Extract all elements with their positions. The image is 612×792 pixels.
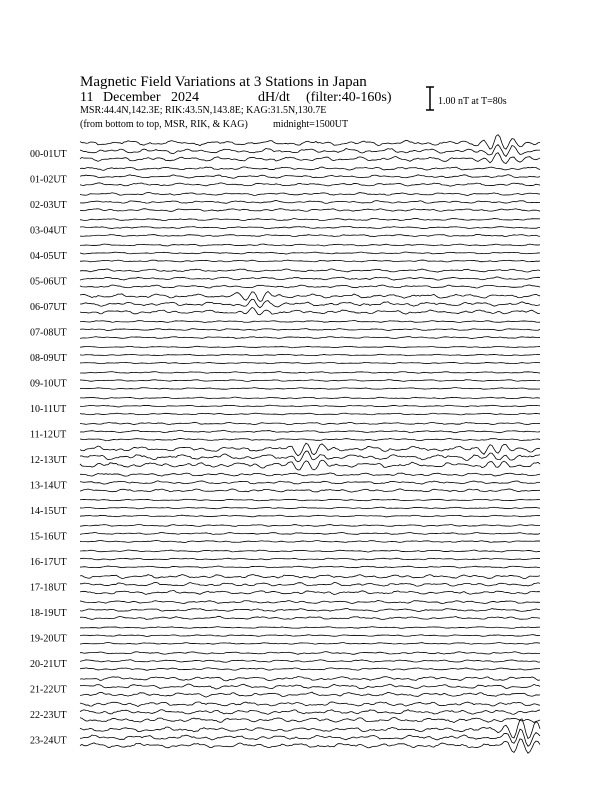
trace-kag-hour-7 [80, 320, 540, 322]
trace-rik-hour-14 [80, 507, 540, 509]
hour-label: 16-17UT [30, 557, 67, 568]
trace-msr-hour-21 [80, 692, 540, 697]
trace-msr-hour-20 [80, 668, 540, 671]
scale-bar [426, 87, 507, 110]
trace-msr-hour-13 [80, 489, 540, 492]
hour-label: 00-01UT [30, 149, 67, 160]
hour-label: 21-22UT [30, 684, 67, 696]
trace-rik-hour-12 [80, 451, 540, 462]
trace-kag-hour-6 [80, 291, 540, 301]
chart-header [80, 74, 392, 130]
trace-kag-hour-16 [80, 550, 540, 552]
trace-rik-hour-21 [80, 684, 540, 689]
trace-kag-hour-2 [80, 193, 540, 196]
trace-msr-hour-16 [80, 566, 540, 568]
trace-rik-hour-2 [80, 200, 540, 203]
trace-kag-hour-9 [80, 372, 540, 374]
station-coordinates: MSR:44.4N,142.3E; RIK:43.5N,143.8E; KAG:31.5N,130.7E [80, 105, 327, 116]
trace-kag-hour-5 [80, 269, 540, 272]
date-day: 11 [80, 90, 94, 105]
hour-label: 07-08UT [30, 327, 67, 339]
trace-rik-hour-23 [80, 729, 540, 746]
trace-kag-hour-12 [80, 443, 540, 456]
trace-msr-hour-17 [80, 590, 540, 594]
chart-title: Magnetic Field Variations at 3 Stations in Japan [80, 74, 367, 90]
hour-label: 14-15UT [30, 506, 67, 517]
trace-rik-hour-8 [80, 354, 540, 356]
trace-kag-hour-20 [80, 652, 540, 655]
trace-msr-hour-22 [80, 717, 540, 722]
trace-rik-hour-13 [80, 481, 540, 484]
hour-label: 04-05UT [30, 251, 67, 262]
trace-kag-hour-11 [80, 422, 540, 424]
hour-label: 03-04UT [30, 225, 67, 237]
hour-label: 22-23UT [30, 710, 67, 721]
scale-bar-label: 1.00 nT at T=80s [438, 96, 507, 107]
trace-rik-hour-0 [80, 145, 540, 157]
trace-kag-hour-10 [80, 397, 540, 399]
trace-msr-hour-8 [80, 362, 540, 363]
trace-msr-hour-7 [80, 337, 540, 339]
trace-msr-hour-9 [80, 388, 540, 390]
date-year: 2024 [171, 90, 199, 105]
trace-rik-hour-3 [80, 227, 540, 229]
hour-labels [30, 149, 67, 747]
trace-kag-hour-17 [80, 575, 540, 579]
trace-kag-hour-15 [80, 525, 540, 527]
trace-msr-hour-6 [80, 307, 540, 314]
hour-label: 13-14UT [30, 480, 67, 492]
trace-kag-hour-22 [80, 702, 540, 707]
trace-msr-hour-4 [80, 260, 540, 262]
date-month: December [103, 90, 161, 105]
trace-msr-hour-10 [80, 413, 540, 415]
trace-msr-hour-19 [80, 643, 540, 645]
midnight-note: midnight=1500UT [273, 119, 349, 130]
trace-kag-hour-13 [80, 473, 540, 476]
trace-kag-hour-4 [80, 244, 540, 246]
trace-msr-hour-18 [80, 616, 540, 619]
hour-label: 09-10UT [30, 378, 67, 390]
trace-rik-hour-19 [80, 635, 540, 637]
trace-rik-hour-6 [80, 299, 540, 308]
hour-label: 05-06UT [30, 276, 67, 288]
traces [80, 135, 540, 754]
hour-label: 06-07UT [30, 302, 67, 313]
filter-label: (filter:40-160s) [306, 90, 392, 105]
hour-label: 20-21UT [30, 659, 67, 670]
trace-kag-hour-1 [80, 167, 540, 170]
hour-label: 18-19UT [30, 608, 67, 619]
hour-label: 23-24UT [30, 735, 67, 747]
trace-msr-hour-2 [80, 209, 540, 212]
trace-msr-hour-12 [80, 460, 540, 470]
hour-label: 02-03UT [30, 200, 67, 211]
hour-label: 12-13UT [30, 455, 67, 466]
hour-label: 10-11UT [30, 404, 67, 415]
trace-rik-hour-1 [80, 175, 540, 179]
hour-label: 19-20UT [30, 633, 67, 645]
trace-msr-hour-15 [80, 540, 540, 542]
trace-msr-hour-0 [80, 153, 540, 164]
station-order-note: (from bottom to top, MSR, RIK, & KAG) [80, 119, 248, 130]
trace-msr-hour-5 [80, 285, 540, 288]
trace-kag-hour-3 [80, 218, 540, 220]
trace-kag-hour-8 [80, 346, 540, 347]
trace-rik-hour-11 [80, 430, 540, 432]
trace-rik-hour-16 [80, 558, 540, 560]
trace-kag-hour-21 [80, 677, 540, 681]
trace-kag-hour-18 [80, 600, 540, 603]
hour-label: 08-09UT [30, 353, 67, 364]
trace-rik-hour-5 [80, 277, 540, 280]
trace-msr-hour-14 [80, 515, 540, 517]
trace-rik-hour-4 [80, 252, 540, 254]
trace-kag-hour-19 [80, 627, 540, 629]
trace-kag-hour-0 [80, 135, 540, 150]
hour-label: 11-12UT [30, 429, 67, 441]
trace-rik-hour-7 [80, 329, 540, 331]
trace-rik-hour-10 [80, 405, 540, 407]
quantity-label: dH/dt [258, 90, 290, 105]
hour-label: 17-18UT [30, 582, 67, 594]
trace-rik-hour-9 [80, 380, 540, 382]
hour-label: 15-16UT [30, 531, 67, 543]
trace-msr-hour-11 [80, 438, 540, 440]
trace-msr-hour-23 [80, 739, 540, 753]
trace-msr-hour-1 [80, 183, 540, 186]
trace-kag-hour-14 [80, 499, 540, 500]
trace-rik-hour-18 [80, 609, 540, 612]
trace-rik-hour-17 [80, 582, 540, 586]
trace-rik-hour-15 [80, 532, 540, 534]
trace-msr-hour-3 [80, 234, 540, 236]
trace-rik-hour-22 [80, 710, 540, 715]
hour-label: 01-02UT [30, 174, 67, 186]
trace-rik-hour-20 [80, 660, 540, 663]
